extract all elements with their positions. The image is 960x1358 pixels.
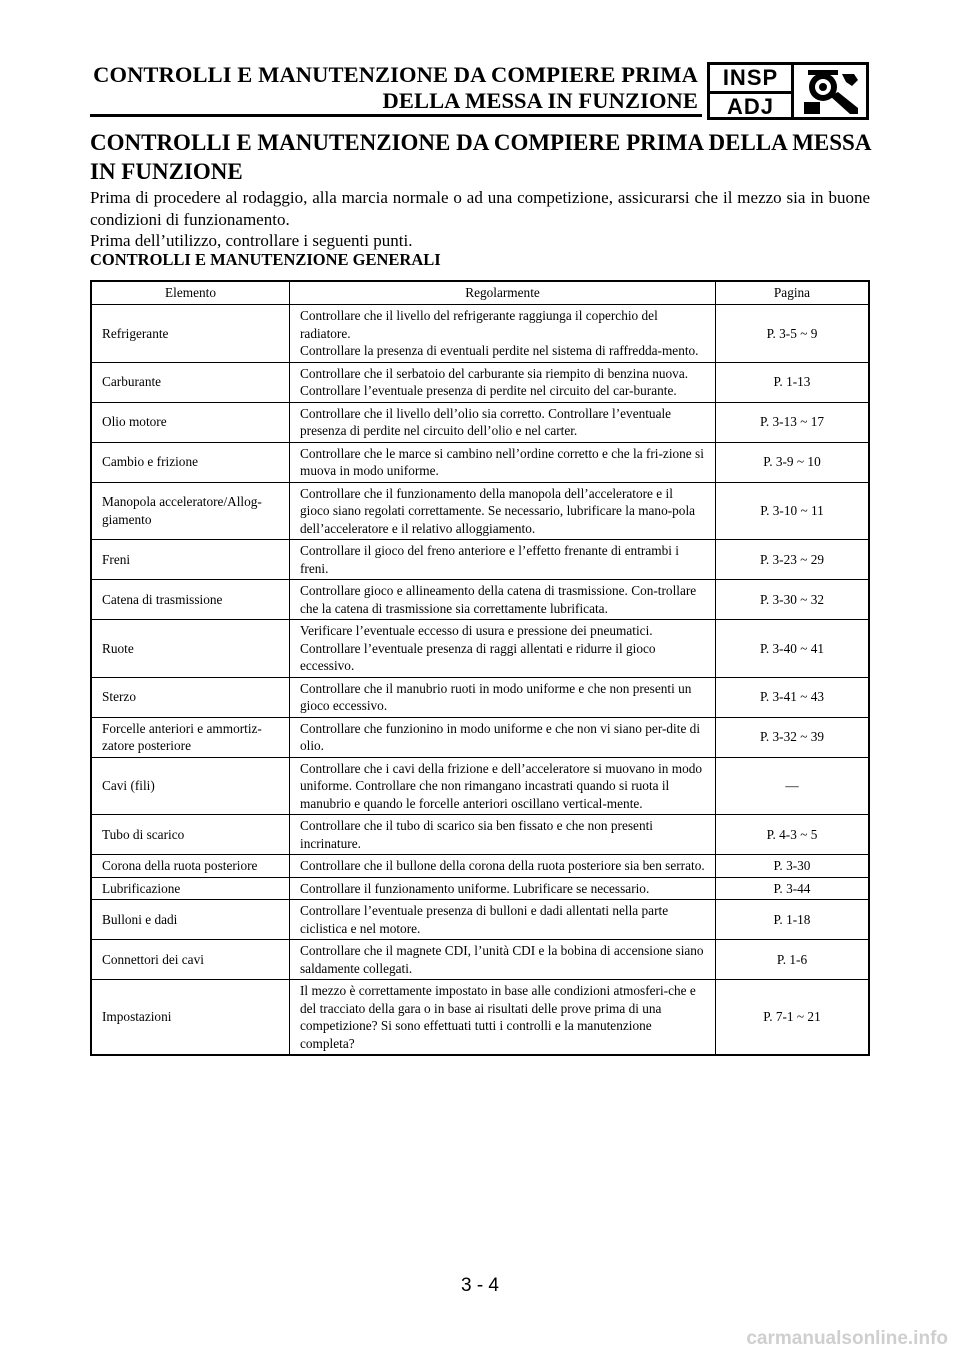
page-title-line2: IN FUNZIONE <box>90 159 243 184</box>
cell-pagina: P. 1-18 <box>716 900 870 940</box>
cell-elemento: Connettori dei cavi <box>91 940 290 980</box>
running-header <box>78 62 698 114</box>
cell-pagina: P. 3-40 ~ 41 <box>716 620 870 678</box>
cell-pagina: P. 3-30 ~ 32 <box>716 580 870 620</box>
page-title <box>90 128 880 186</box>
cell-regolarmente: Controllare che le marce si cambino nell’ordine corretto e che la fri-zione si muova in modo uniforme. <box>290 442 716 482</box>
table-row <box>91 940 869 980</box>
cell-pagina: P. 3-32 ~ 39 <box>716 717 870 757</box>
cell-regolarmente: Verificare l’eventuale eccesso di usura e pressione dei pneumatici. Controllare l’eventuale presenza di raggi allentati e ridurre il gioco eccessivo. <box>290 620 716 678</box>
cell-regolarmente: Controllare che il tubo di scarico sia ben fissato e che non presenti incrinature. <box>290 815 716 855</box>
cell-regolarmente: Controllare che il serbatoio del carburante sia riempito di benzina nuova. Controllare l’eventuale presenza di perdite nel circuito del car-burante. <box>290 362 716 402</box>
table-row <box>91 855 869 878</box>
cell-pagina: P. 3-5 ~ 9 <box>716 305 870 363</box>
table-row <box>91 757 869 815</box>
cell-elemento: Freni <box>91 540 290 580</box>
cell-pagina: P. 3-9 ~ 10 <box>716 442 870 482</box>
cell-elemento: Tubo di scarico <box>91 815 290 855</box>
cell-pagina: P. 3-44 <box>716 877 870 900</box>
cell-regolarmente: Controllare che i cavi della frizione e dell’acceleratore si muovano in modo uniforme. Controllare che non rimangano incastrati quando si ruota il manubrio e quando le forcelle anteriori oscillano vertical-mente. <box>290 757 716 815</box>
cell-regolarmente: Controllare che il magnete CDI, l’unità CDI e la bobina di accensione siano saldamente collegati. <box>290 940 716 980</box>
table-row <box>91 362 869 402</box>
table-row <box>91 482 869 540</box>
table-header-row <box>91 281 869 305</box>
cell-elemento: Sterzo <box>91 677 290 717</box>
cell-elemento: Ruote <box>91 620 290 678</box>
section-heading: CONTROLLI E MANUTENZIONE GENERALI <box>90 250 441 269</box>
page-title-line1: CONTROLLI E MANUTENZIONE DA COMPIERE PRIMA DELLA MESSA <box>90 130 872 155</box>
table-row <box>91 442 869 482</box>
cell-pagina: — <box>716 757 870 815</box>
badge-label-box <box>710 65 794 117</box>
table-row <box>91 305 869 363</box>
badge-bottom-label: ADJ <box>726 94 774 119</box>
column-header-regolarmente: Regolarmente <box>290 281 716 305</box>
cell-regolarmente: Controllare che il manubrio ruoti in modo uniforme e che non presenti un gioco eccessivo. <box>290 677 716 717</box>
cell-pagina: P. 3-30 <box>716 855 870 878</box>
table-body <box>91 305 869 1056</box>
watermark: carmanualsonline.info <box>746 1328 948 1349</box>
cell-regolarmente: Controllare gioco e allineamento della catena di trasmissione. Con-trollare che la catena di trasmissione sia correttamente lubrificata. <box>290 580 716 620</box>
running-header-line2: DELLA MESSA IN FUNZIONE <box>382 88 698 113</box>
cell-elemento: Manopola acceleratore/Allog-giamento <box>91 482 290 540</box>
cell-regolarmente: Controllare che funzionino in modo uniforme e che non vi siano per-dite di olio. <box>290 717 716 757</box>
cell-pagina: P. 3-10 ~ 11 <box>716 482 870 540</box>
page-number: 3 - 4 <box>460 1275 500 1296</box>
cell-regolarmente: Il mezzo è correttamente impostato in base alle condizioni atmosferi-che e del tracciato della gara o in base ai risultati delle prove prima di una competizione? Si sono effettuati tutti i controlli e la manutenzione completa? <box>290 980 716 1056</box>
cell-regolarmente: Controllare il funzionamento uniforme. Lubrificare se necessario. <box>290 877 716 900</box>
cell-elemento: Cavi (fili) <box>91 757 290 815</box>
cell-regolarmente: Controllare il gioco del freno anteriore e l’effetto frenante di entrambi i freni. <box>290 540 716 580</box>
table-row <box>91 877 869 900</box>
running-header-line1: CONTROLLI E MANUTENZIONE DA COMPIERE PRIMA <box>93 62 698 87</box>
table-row <box>91 900 869 940</box>
header-rule <box>90 114 702 117</box>
cell-elemento: Cambio e frizione <box>91 442 290 482</box>
cell-pagina: P. 1-13 <box>716 362 870 402</box>
cell-regolarmente: Controllare che il livello del refrigerante raggiunga il coperchio del radiatore. Controllare la presenza di eventuali perdite nel sistema di raffredda-mento. <box>290 305 716 363</box>
cell-elemento: Catena di trasmissione <box>91 580 290 620</box>
cell-pagina: P. 3-41 ~ 43 <box>716 677 870 717</box>
maintenance-table <box>90 280 870 1056</box>
column-header-pagina: Pagina <box>716 281 870 305</box>
cell-elemento: Bulloni e dadi <box>91 900 290 940</box>
cell-regolarmente: Controllare l’eventuale presenza di bulloni e dadi allentati nella parte ciclistica e nel motore. <box>290 900 716 940</box>
cell-elemento: Refrigerante <box>91 305 290 363</box>
cell-elemento: Olio motore <box>91 402 290 442</box>
cell-regolarmente: Controllare che il livello dell’olio sia corretto. Controllare l’eventuale presenza di perdite nel circuito dell’olio e nel carter. <box>290 402 716 442</box>
cell-elemento: Carburante <box>91 362 290 402</box>
badge-top-label: INSP <box>710 65 791 94</box>
table-row <box>91 815 869 855</box>
table-row <box>91 677 869 717</box>
column-header-elemento: Elemento <box>91 281 290 305</box>
intro-paragraph-1: Prima di procedere al rodaggio, alla marcia normale o ad una competizione, assicurarsi che il mezzo sia in buone condizioni di funzionamento. <box>90 188 870 229</box>
cell-pagina: P. 4-3 ~ 5 <box>716 815 870 855</box>
cell-pagina: P. 1-6 <box>716 940 870 980</box>
wrench-gauge-icon <box>794 65 866 117</box>
cell-regolarmente: Controllare che il funzionamento della manopola dell’acceleratore e il gioco siano regolati correttamente. Se necessario, lubrificare la mano-pola dell’acceleratore e il relativo alloggiamento. <box>290 482 716 540</box>
table-row <box>91 620 869 678</box>
table-row <box>91 980 869 1056</box>
cell-elemento: Forcelle anteriori e ammortiz-zatore posteriore <box>91 717 290 757</box>
table-row <box>91 580 869 620</box>
cell-elemento: Impostazioni <box>91 980 290 1056</box>
section-badge <box>707 62 869 120</box>
cell-elemento: Corona della ruota posteriore <box>91 855 290 878</box>
cell-pagina: P. 3-23 ~ 29 <box>716 540 870 580</box>
table-row <box>91 717 869 757</box>
cell-elemento: Lubrificazione <box>91 877 290 900</box>
cell-regolarmente: Controllare che il bullone della corona della ruota posteriore sia ben serrato. <box>290 855 716 878</box>
intro-text <box>90 187 870 252</box>
table-row <box>91 402 869 442</box>
cell-pagina: P. 7-1 ~ 21 <box>716 980 870 1056</box>
cell-pagina: P. 3-13 ~ 17 <box>716 402 870 442</box>
table-row <box>91 540 869 580</box>
intro-paragraph-2: Prima dell’utilizzo, controllare i seguenti punti. <box>90 231 413 250</box>
